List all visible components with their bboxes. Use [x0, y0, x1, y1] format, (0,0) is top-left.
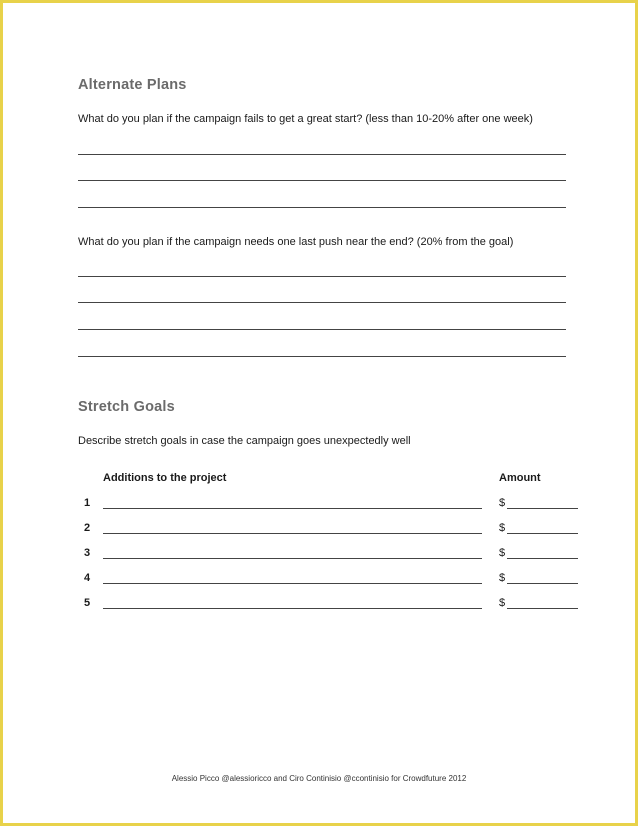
row-number: 1 — [84, 497, 91, 509]
column-header-amount: Amount — [499, 472, 541, 484]
row-number: 3 — [84, 547, 91, 559]
addition-line — [103, 558, 482, 559]
currency-symbol: $ — [499, 497, 506, 509]
row-number: 5 — [84, 597, 91, 609]
heading-stretch-goals: Stretch Goals — [78, 399, 175, 415]
heading-alternate-plans: Alternate Plans — [78, 77, 187, 93]
answer-line — [78, 302, 566, 303]
currency-symbol: $ — [499, 572, 506, 584]
question-last-push: What do you plan if the campaign needs one last push near the end? (20% from the goal) — [78, 236, 514, 248]
addition-line — [103, 583, 482, 584]
answer-line — [78, 154, 566, 155]
footer-credits: Alessio Picco @alessioricco and Ciro Continisio @ccontinisio for Crowdfuture 2012 — [171, 774, 467, 783]
answer-line — [78, 329, 566, 330]
amount-line — [507, 558, 578, 559]
answer-line — [78, 276, 566, 277]
row-number: 4 — [84, 572, 91, 584]
row-number: 2 — [84, 522, 91, 534]
currency-symbol: $ — [499, 547, 506, 559]
column-header-additions: Additions to the project — [103, 472, 227, 484]
amount-line — [507, 608, 578, 609]
stretch-goals-description: Describe stretch goals in case the campaign goes unexpectedly well — [78, 435, 411, 447]
question-slow-start: What do you plan if the campaign fails to get a great start? (less than 10-20% after one week) — [78, 113, 533, 125]
currency-symbol: $ — [499, 597, 506, 609]
amount-line — [507, 583, 578, 584]
answer-line — [78, 356, 566, 357]
addition-line — [103, 508, 482, 509]
answer-line — [78, 180, 566, 181]
addition-line — [103, 533, 482, 534]
amount-line — [507, 508, 578, 509]
answer-line — [78, 207, 566, 208]
currency-symbol: $ — [499, 522, 506, 534]
amount-line — [507, 533, 578, 534]
addition-line — [103, 608, 482, 609]
